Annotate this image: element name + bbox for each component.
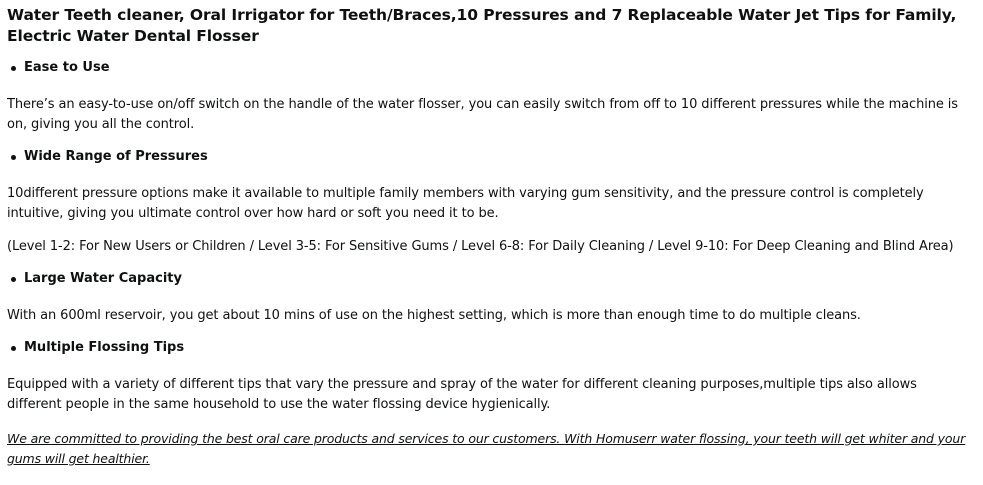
bullet-dot-icon bbox=[11, 155, 16, 160]
pressure-levels-paragraph: (Level 1-2: For New Users or Children / Level 3-5: For Sensitive Gums / Level 6-8: For Daily Cleaning / Level 9-10: For Deep Cleaning and Blind Area) bbox=[7, 239, 954, 254]
bullet-dot-icon bbox=[11, 66, 16, 71]
bullet-dot-icon bbox=[11, 277, 16, 282]
feature-paragraph: Equipped with a variety of different tips that vary the pressure and spray of the water for different cleaning purposes,multiple tips also allows different people in the same household to use the water flossing device hygienically. bbox=[7, 377, 917, 412]
feature-heading-wide-range-of-pressures bbox=[7, 148, 975, 166]
feature-heading-label: Multiple Flossing Tips bbox=[24, 340, 185, 355]
feature-heading-ease-to-use bbox=[7, 59, 975, 77]
bullet-dot-icon bbox=[11, 346, 16, 351]
feature-paragraph: 10different pressure options make it available to multiple family members with varying gum sensitivity, and the pressure control is completely intuitive, giving you ultimate control over how hard or soft you need it to be. bbox=[7, 186, 924, 221]
feature-heading-label: Ease to Use bbox=[24, 60, 110, 75]
feature-heading-label: Large Water Capacity bbox=[24, 271, 182, 286]
feature-heading-multiple-flossing-tips bbox=[7, 339, 975, 357]
feature-heading-label: Wide Range of Pressures bbox=[24, 149, 208, 164]
closing-statement: We are committed to providing the best oral care products and services to our customers. With Homuserr water flossing, your teeth will get whiter and your gums will get healthier. bbox=[7, 431, 966, 466]
feature-paragraph: With an 600ml reservoir, you get about 10 mins of use on the highest setting, which is more than enough time to do multiple cleans. bbox=[7, 308, 861, 323]
feature-paragraph: There’s an easy-to-use on/off switch on the handle of the water flosser, you can easily switch from off to 10 different pressures while the machine is on, giving you all the control. bbox=[7, 97, 958, 132]
feature-heading-large-water-capacity bbox=[7, 270, 975, 288]
product-title: Water Teeth cleaner, Oral Irrigator for Teeth/Braces,10 Pressures and 7 Replaceable Water Jet Tips for Family, Electric Water Dental Flosser bbox=[7, 6, 957, 45]
